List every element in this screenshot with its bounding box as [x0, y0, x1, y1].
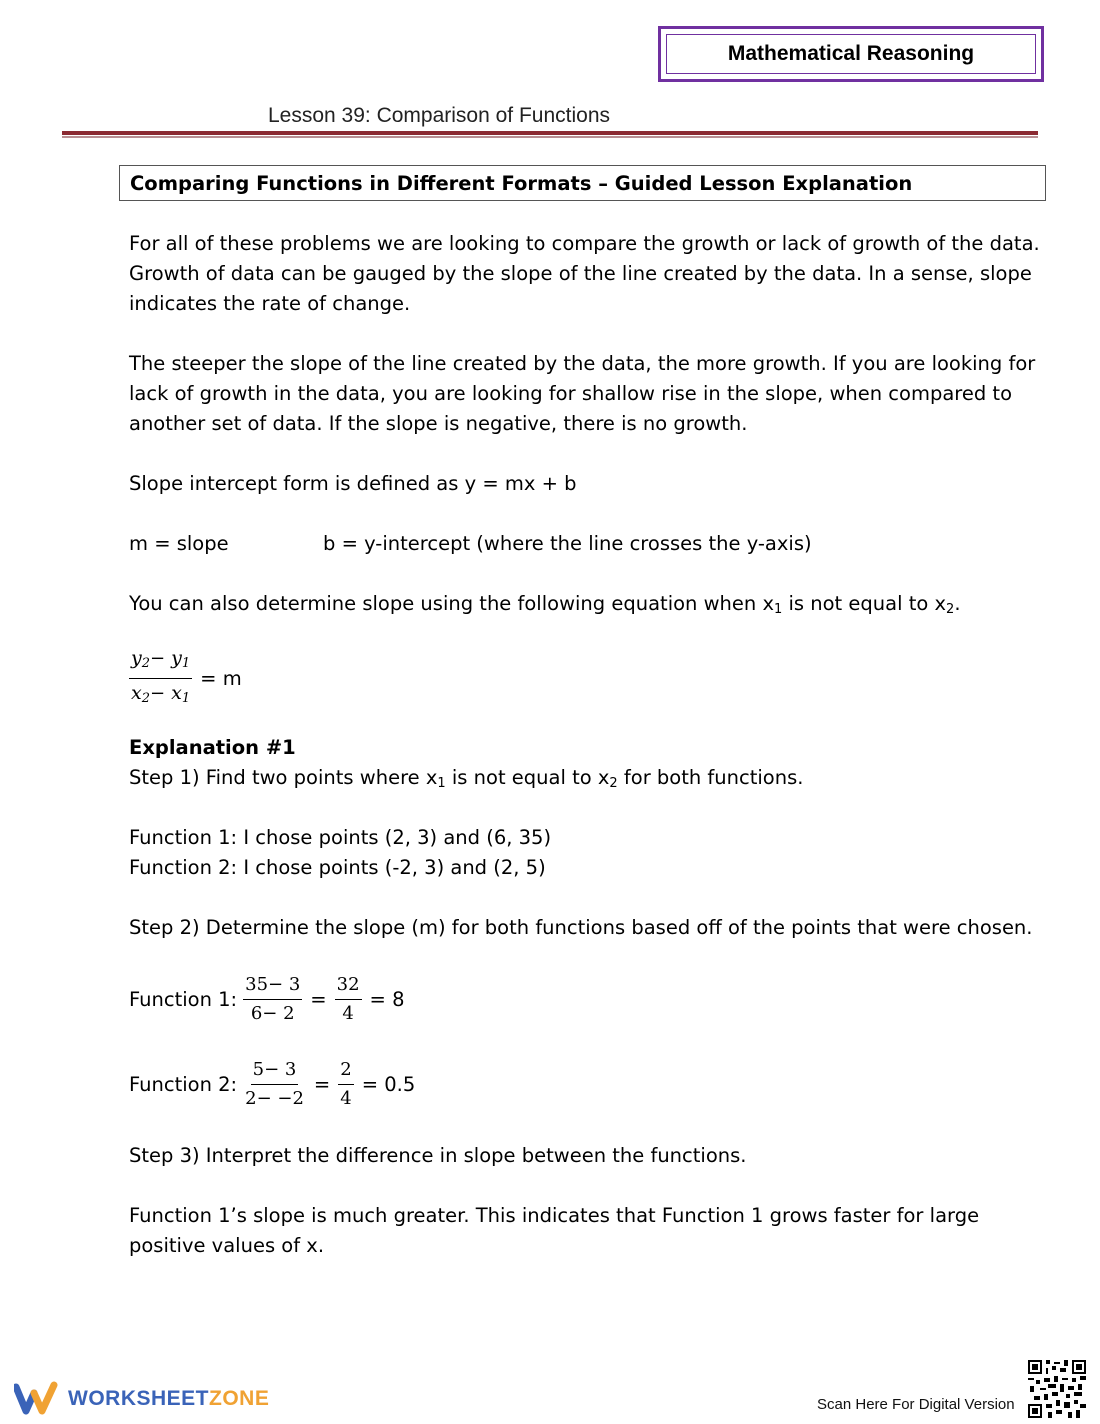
step-1: [129, 763, 1049, 799]
fraction-numerator: 2: [338, 1058, 353, 1085]
step-2: Step 2) Determine the slope (m) for both functions based off of the points that were chosen.: [129, 916, 1033, 939]
intro-text: is not equal to x: [782, 592, 947, 615]
fraction-numerator: 35− 3: [243, 973, 302, 1000]
slope-intercept-definition: Slope intercept form is defined as y = mx + b: [129, 472, 577, 495]
fraction-numerator: $y_2- y_1$: [129, 646, 192, 679]
equals-sign: =: [310, 988, 327, 1011]
function-1-result: = 8: [369, 988, 405, 1011]
chosen-points: [129, 823, 1049, 883]
equals-m: = m: [200, 667, 242, 690]
text-line: lack of growth in the data, you are looking for shallow rise in the slope, when compared to: [129, 382, 1013, 405]
function-1-label: Function 1:: [129, 988, 238, 1011]
function-2-points: Function 2: I chose points (-2, 3) and (2, 5): [129, 856, 546, 879]
scan-text: Scan Here For Digital Version: [817, 1396, 1015, 1413]
explanation-heading: Explanation #1: [129, 736, 296, 759]
step-3: Step 3) Interpret the difference in slope between the functions.: [129, 1144, 747, 1167]
step-text: for both functions.: [617, 766, 804, 789]
intro-text: .: [954, 592, 961, 615]
b-definition: b = y-intercept (where the line crosses the y-axis): [323, 532, 812, 555]
lesson-title: Lesson 39: Comparison of Functions: [268, 104, 611, 127]
subscript: 1: [774, 602, 783, 617]
text-line: Growth of data can be gauged by the slope of the line created by the data. In a sense, slope: [129, 262, 1032, 285]
worksheetzone-logo[interactable]: [14, 1381, 269, 1417]
function-1-fraction: [243, 973, 302, 1026]
function-2-fraction: [243, 1058, 306, 1111]
fraction-denominator: 2− −2: [245, 1088, 304, 1109]
subscript: 2: [609, 776, 618, 791]
fraction-denominator: 4: [342, 1003, 354, 1024]
paragraph-growth: [129, 229, 1049, 319]
function-2-reduced-fraction: [338, 1058, 353, 1111]
m-definition: m = slope: [129, 532, 229, 555]
paragraph-steeper: [129, 349, 1049, 439]
text-line: Function 1’s slope is much greater. This indicates that Function 1 grows faster for large: [129, 1204, 980, 1227]
equals-sign: =: [313, 1073, 331, 1096]
qr-code-icon[interactable]: [1028, 1360, 1086, 1418]
fraction-denominator: $x_2- x_1$: [131, 682, 191, 706]
step-text: is not equal to x: [445, 766, 610, 789]
worksheetzone-logo-icon: [14, 1381, 60, 1417]
fraction-denominator: 4: [340, 1088, 352, 1109]
function-2-result: = 0.5: [361, 1073, 416, 1096]
text-line: indicates the rate of change.: [129, 292, 411, 315]
text-line: positive values of x.: [129, 1234, 325, 1257]
logo-text: WORKSHEETZONE: [68, 1387, 270, 1410]
section-title-text: Comparing Functions in Different Formats – Guided Lesson Explanation: [130, 171, 913, 195]
function-2-label: Function 2:: [129, 1073, 238, 1096]
slope-formula: [129, 646, 250, 711]
text-line: another set of data. If the slope is negative, there is no growth.: [129, 412, 748, 435]
intro-text: You can also determine slope using the following equation when x: [129, 592, 775, 615]
function-1-points: Function 1: I chose points (2, 3) and (6, 35): [129, 826, 552, 849]
function-1-slope: [129, 973, 413, 1026]
subscript: 2: [946, 602, 955, 617]
slope-equation-intro: [129, 589, 1049, 625]
section-title: [119, 165, 1046, 201]
slope-fraction: [129, 646, 192, 711]
function-2-slope: [129, 1058, 423, 1111]
step-text: Step 1) Find two points where x: [129, 766, 438, 789]
conclusion: [129, 1201, 1049, 1261]
function-1-reduced-fraction: [335, 973, 362, 1026]
fraction-numerator: 32: [335, 973, 362, 1000]
text-line: For all of these problems we are looking to compare the growth or lack of growth of the data.: [129, 232, 1040, 255]
subject-title: Mathematical Reasoning: [666, 34, 1036, 74]
subject-box: [658, 26, 1044, 82]
fraction-denominator: 6− 2: [250, 1003, 295, 1024]
header-rule-thin: [62, 136, 1038, 138]
subscript: 1: [437, 776, 446, 791]
variable-definitions: [129, 529, 1049, 559]
fraction-numerator: 5− 3: [251, 1058, 299, 1085]
text-line: The steeper the slope of the line created by the data, the more growth. If you are looking for: [129, 352, 1036, 375]
header-rule: [62, 131, 1038, 135]
